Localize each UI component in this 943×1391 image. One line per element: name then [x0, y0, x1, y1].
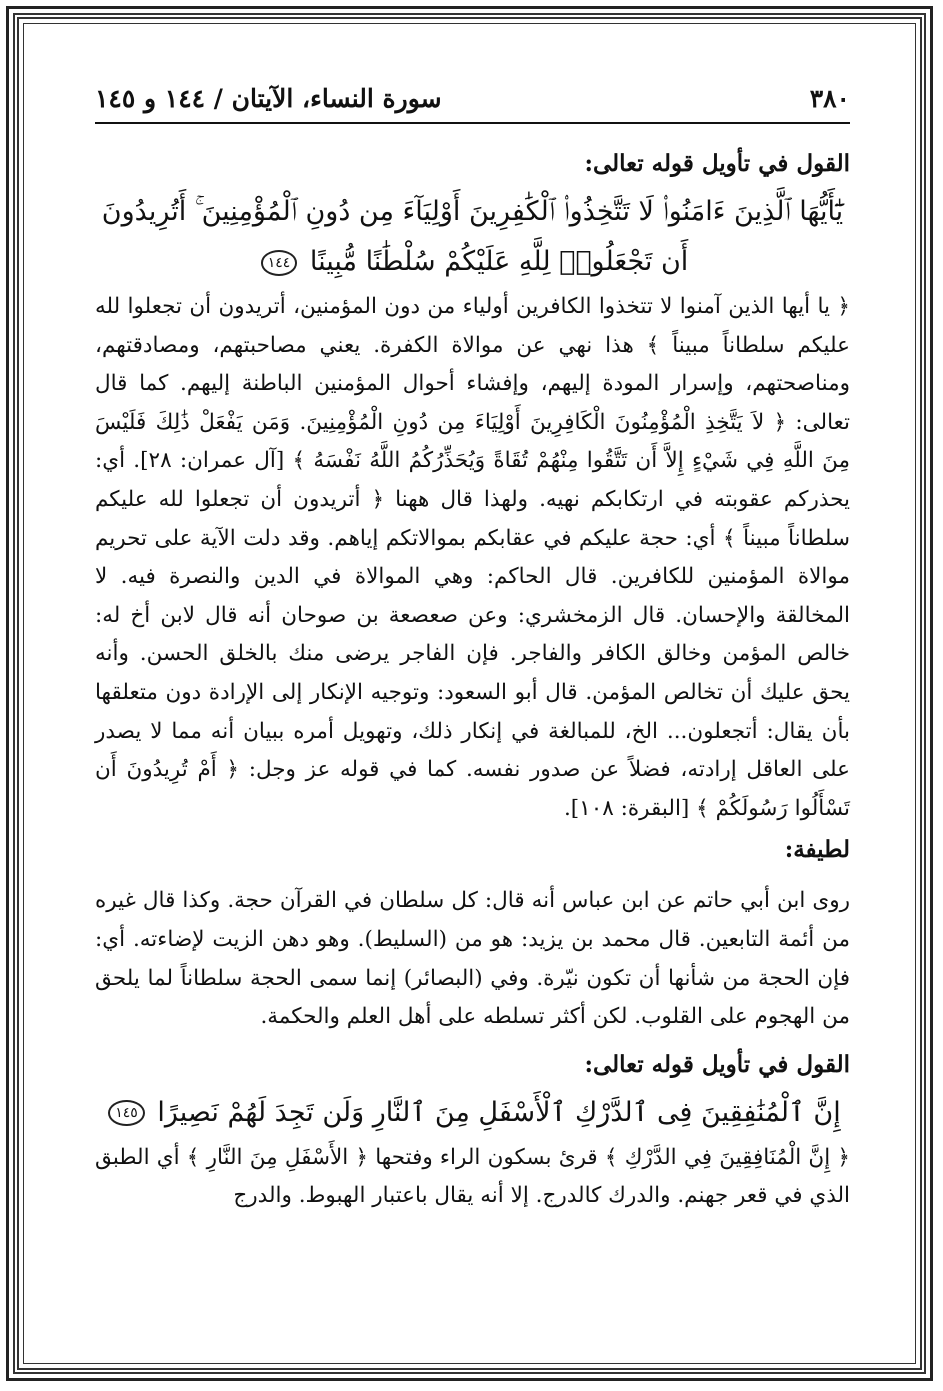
running-header — [95, 84, 850, 124]
book-page — [95, 70, 850, 1360]
surah-title: سورة النساء، الآيتان / ١٤٤ و ١٤٥ — [95, 84, 442, 113]
verse-text: إِنَّ ٱلْمُنَٰفِقِينَ فِى ٱلدَّرْكِ ٱلْأَسْفَلِ مِنَ ٱلنَّارِ وَلَن تَجِدَ لَهُمْ نَصِيرًا — [157, 1096, 841, 1128]
page-content — [95, 142, 850, 1216]
page-number: ٣٨٠ — [809, 84, 850, 113]
latifa-heading: لطيفة: — [784, 836, 850, 864]
section-heading-2: القول في تأويل قوله تعالى: — [584, 1050, 850, 1078]
quran-verse-144-line2 — [95, 238, 850, 286]
verse-text: أَن تَجْعَلُوا۟ لِلَّهِ عَلَيْكُمْ سُلْطَٰنًا مُّبِينًا — [309, 246, 689, 277]
quran-verse-144-line1: يَٰٓأَيُّهَا ٱلَّذِينَ ءَامَنُوا۟ لَا تَتَّخِذُوا۟ ٱلْكَٰفِرِينَ أَوْلِيَآءَ مِن دُونِ ٱلْمُؤْمِنِينَ ۚ أَتُرِيدُونَ — [101, 196, 844, 227]
section-heading-1: القول في تأويل قوله تعالى: — [584, 150, 850, 177]
quran-verse-145 — [95, 1089, 850, 1137]
header-rule — [95, 122, 850, 124]
commentary-paragraph-1: ﴿ يا أيها الذين آمنوا لا تتخذوا الكافرين أولياء من دون المؤمنين، أتريدون أن تجعلوا لله عليكم سلطاناً مبيناً ﴾ هذا نهي عن موالاة الكفرة. يعني مصاحبتهم، ومصادقتهم، ومناصحتهم، وإسرار المودة إليهم، وإفشاء أحوال المؤمنين الباطنة إليهم. كما قال تعالى: ﴿ لاَ يَتَّخِذِ الْمُؤْمِنُونَ الْكَافِرِينَ أَوْلِيَاءَ مِن دُونِ الْمُؤْمِنِينَ. وَمَن يَفْعَلْ ذَٰلِكَ فَلَيْسَ مِنَ اللَّهِ فِي شَيْءٍ إِلاَّ أَن تَتَّقُوا مِنْهُمْ تُقَاةً وَيُحَذِّرُكُمُ اللَّهُ نَفْسَهُ ﴾ [آل عمران: ٢٨]. أي: يحذركم عقوبته في ارتكابكم نهيه. ولهذا قال ههنا ﴿ أتريدون أن تجعلوا لله عليكم سلطاناً مبيناً ﴾ أي: حجة عليكم في عقابكم بموالاتكم إياهم. وقد دلت الآية على تحريم موالاة المؤمنين للكافرين. قال الحاكم: وهي الموالاة في الدين والنصرة فيه. لا المخالقة والإحسان. قال الزمخشري: وعن صعصعة بن صوحان أنه قال لابن أخ له: خالص المؤمن وخالق الكافر والفاجر. فإن الفاجر يرضى منك بالخلق الحسن. وأنه يحق عليك أن تخالص المؤمن. قال أبو السعود: وتوجيه الإنكار إلى الإرادة دون متعلقها بأن يقال: أتجعلون... الخ، للمبالغة في إنكار ذلك، وتهويل أمره ببيان أنه مما لا يصدر على العاقل إرادته، فضلاً عن صدور نفسه. كما في قوله عز وجل: ﴿ أَمْ تُرِيدُونَ أَن تَسْأَلُوا رَسُولَكُمْ ﴾ [البقرة: ١٠٨]. — [95, 294, 850, 821]
latifa-paragraph: روى ابن أبي حاتم عن ابن عباس أنه قال: كل سلطان في القرآن حجة. وكذا قال غيره من أئمة التابعين. قال محمد بن يزيد: هو من (السليط). وهو دهن الزيت لإضاءته. أي: فإن الحجة من شأنها أن تكون نيّرة. وفي (البصائر) إنما سمى الحجة سلطاناً لما يلحق من الهجوم على القلوب. لكن أكثر تسلطه على أهل العلم والحكمة. — [95, 888, 850, 1030]
commentary-paragraph-2: ﴿ إِنَّ الْمُنَافِقِينَ فِي الدَّرْكِ ﴾ قرئ بسكون الراء وفتحها ﴿ الأَسْفَلِ مِنَ النَّارِ ﴾ أي الطبق الذي في قعر جهنم. والدرك كالدرج. إلا أنه يقال باعتبار الهبوط. والدرج — [95, 1144, 850, 1209]
verse-number-marker: ١٤٤ — [261, 250, 298, 276]
verse-number-marker: ١٤٥ — [108, 1100, 145, 1126]
